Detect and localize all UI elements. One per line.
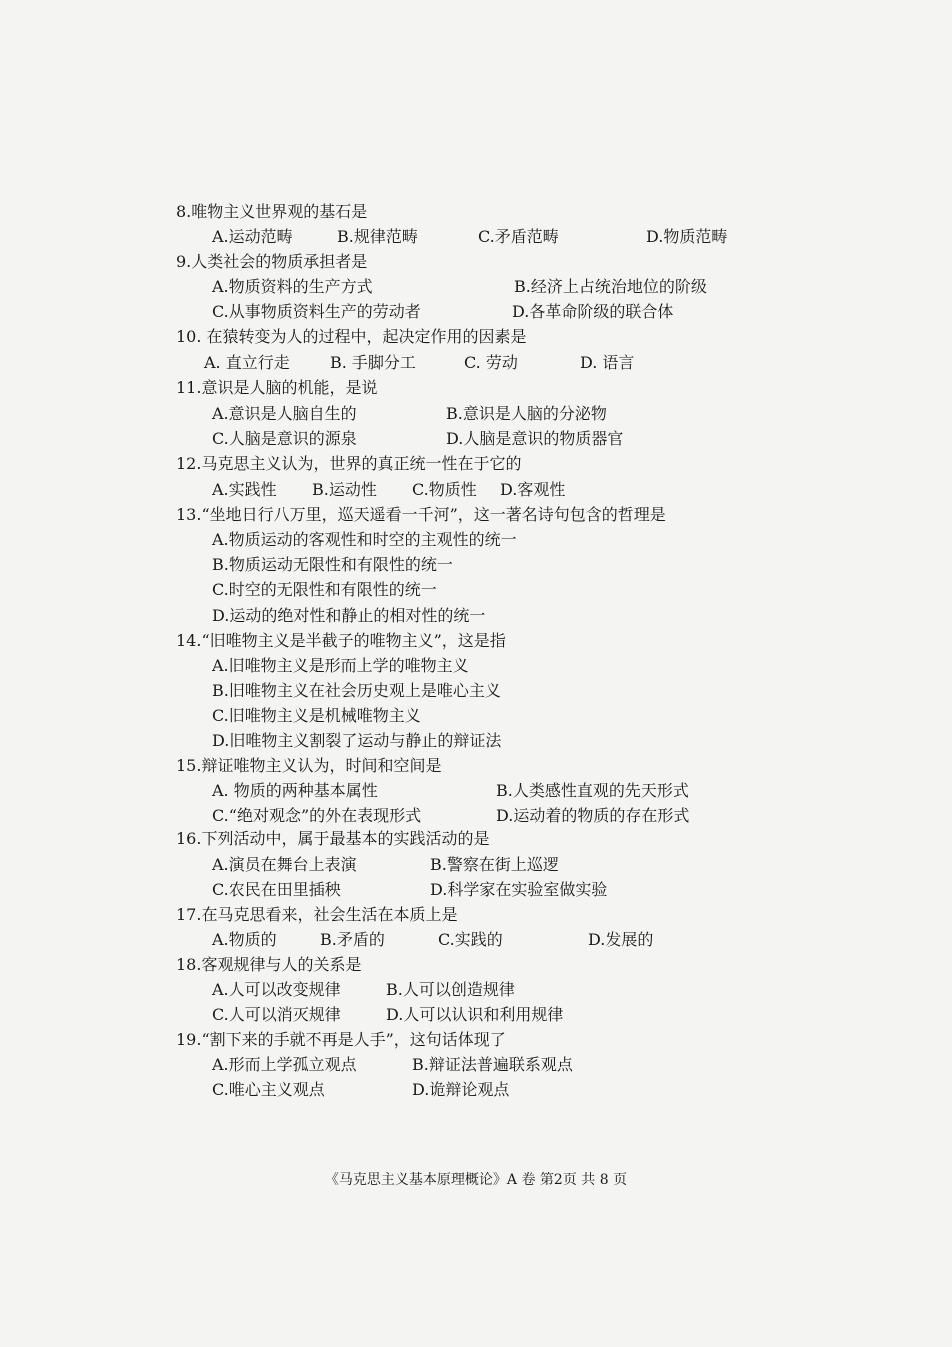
- question-19-option-b: B.辩证法普遍联系观点: [412, 1055, 573, 1074]
- question-9-option-c: C.从事物质资料生产的劳动者: [212, 302, 421, 321]
- question-12-option-a: A.实践性: [212, 480, 277, 499]
- question-19-option-a: A.形而上学孤立观点: [212, 1055, 357, 1074]
- question-14-option-a: A.旧唯物主义是形而上学的唯物主义: [212, 656, 469, 675]
- question-8-option-c: C.矛盾范畴: [478, 227, 559, 246]
- page-footer: 《马克思主义基本原理概论》A 卷 第2页 共 8 页: [324, 1172, 628, 1188]
- question-18-option-c: C.人可以消灭规律: [212, 1005, 341, 1024]
- question-10-option-c: C. 劳动: [464, 353, 518, 372]
- question-8-option-b: B.规律范畴: [337, 227, 418, 246]
- question-10-option-d: D. 语言: [580, 353, 635, 372]
- question-14-stem: 14.“旧唯物主义是半截子的唯物主义”，这是指: [176, 631, 506, 650]
- question-10-option-a: A. 直立行走: [204, 353, 290, 372]
- question-12-option-c: C.物质性: [412, 480, 477, 499]
- question-8-option-a: A.运动范畴: [212, 227, 293, 246]
- question-18-option-d: D.人可以认识和利用规律: [386, 1005, 564, 1024]
- question-16-stem: 16.下列活动中，属于最基本的实践活动的是: [176, 829, 490, 848]
- question-16-option-c: C.农民在田里插秧: [212, 880, 341, 899]
- question-15-stem: 15.辩证唯物主义认为，时间和空间是: [176, 756, 442, 775]
- question-14-option-d: D.旧唯物主义割裂了运动与静止的辩证法: [212, 731, 502, 750]
- question-8-option-d: D.物质范畴: [646, 227, 728, 246]
- question-11-option-c: C.人脑是意识的源泉: [212, 429, 357, 448]
- question-15-option-a: A. 物质的两种基本属性: [212, 781, 378, 800]
- question-11-option-b: B.意识是人脑的分泌物: [446, 404, 607, 423]
- question-12-option-d: D.客观性: [500, 480, 566, 499]
- question-13-option-d: D.运动的绝对性和静止的相对性的统一: [212, 606, 486, 625]
- question-14-option-b: B.旧唯物主义在社会历史观上是唯心主义: [212, 681, 501, 700]
- question-13-option-c: C.时空的无限性和有限性的统一: [212, 580, 437, 599]
- question-11-option-a: A.意识是人脑自生的: [212, 404, 357, 423]
- question-17-option-a: A.物质的: [212, 930, 277, 949]
- question-19-stem: 19.“割下来的手就不再是人手”，这句话体现了: [176, 1030, 506, 1049]
- question-18-option-b: B.人可以创造规律: [386, 980, 515, 999]
- question-9-option-d: D.各革命阶级的联合体: [512, 302, 674, 321]
- question-11-option-d: D.人脑是意识的物质器官: [446, 429, 624, 448]
- question-11-stem: 11.意识是人脑的机能，是说: [176, 378, 378, 397]
- question-13-option-a: A.物质运动的客观性和时空的主观性的统一: [212, 530, 517, 549]
- question-8-stem: 8.唯物主义世界观的基石是: [176, 202, 368, 221]
- question-12-option-b: B.运动性: [312, 480, 377, 499]
- question-16-option-d: D.科学家在实验室做实验: [430, 880, 608, 899]
- question-16-option-b: B.警察在街上巡逻: [430, 855, 559, 874]
- question-15-option-b: B.人类感性直观的先天形式: [496, 781, 689, 800]
- question-17-option-b: B.矛盾的: [320, 930, 385, 949]
- question-9-option-a: A.物质资料的生产方式: [212, 277, 373, 296]
- question-13-stem: 13.“坐地日行八万里，巡天遥看一千河”，这一著名诗句包含的哲理是: [176, 505, 666, 524]
- question-19-option-c: C.唯心主义观点: [212, 1080, 325, 1099]
- question-10-stem: 10. 在猿转变为人的过程中，起决定作用的因素是: [176, 327, 527, 346]
- question-17-stem: 17.在马克思看来，社会生活在本质上是: [176, 905, 458, 924]
- question-15-option-c: C.“绝对观念”的外在表现形式: [212, 806, 422, 825]
- question-17-option-d: D.发展的: [588, 930, 654, 949]
- question-13-option-b: B.物质运动无限性和有限性的统一: [212, 555, 453, 574]
- question-19-option-d: D.诡辩论观点: [412, 1080, 510, 1099]
- question-17-option-c: C.实践的: [438, 930, 503, 949]
- question-10-option-b: B. 手脚分工: [330, 353, 416, 372]
- question-9-option-b: B.经济上占统治地位的阶级: [514, 277, 707, 296]
- question-18-option-a: A.人可以改变规律: [212, 980, 341, 999]
- question-14-option-c: C.旧唯物主义是机械唯物主义: [212, 706, 421, 725]
- question-12-stem: 12.马克思主义认为，世界的真正统一性在于它的: [176, 454, 522, 473]
- question-15-option-d: D.运动着的物质的存在形式: [496, 806, 690, 825]
- question-9-stem: 9.人类社会的物质承担者是: [176, 252, 368, 271]
- question-16-option-a: A.演员在舞台上表演: [212, 855, 357, 874]
- question-18-stem: 18.客观规律与人的关系是: [176, 955, 362, 974]
